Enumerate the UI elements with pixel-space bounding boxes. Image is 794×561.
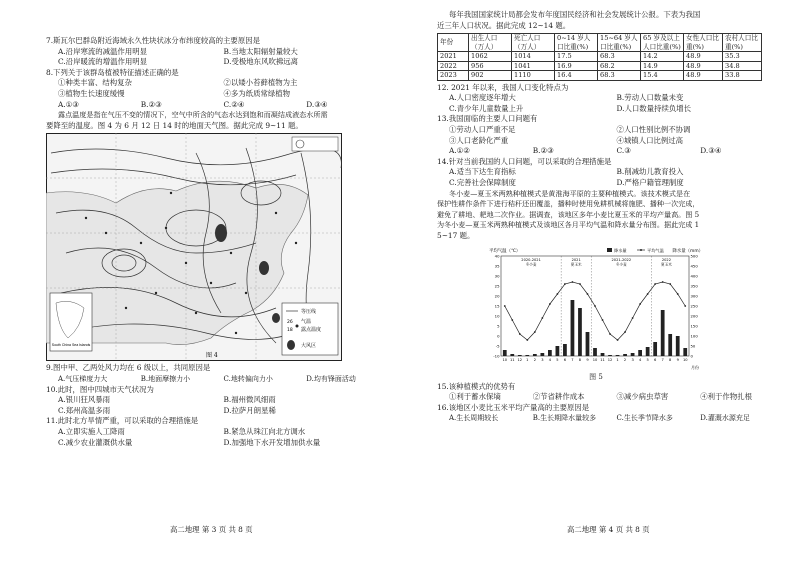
q8-item-1: ①种类丰富、结构复杂 [58, 78, 132, 88]
question-14: 14.针对当前我国的人口问题，可以采取的合理措施是 [437, 156, 612, 166]
table-cell: 35.3 [723, 52, 762, 62]
temperature-point [624, 331, 626, 333]
q16-option-c[interactable]: C.生长季节降水多 [616, 414, 673, 423]
month-tick-label: 1 [616, 357, 619, 362]
inset-label: South China Sea Islands [51, 343, 91, 348]
q15-option-1[interactable]: ①利于蓄水保墒 [449, 392, 501, 402]
legend-strong-wind: 大风区 [301, 343, 317, 350]
month-unit: 月份 [691, 364, 699, 370]
temperature-point [609, 333, 611, 335]
month-tick-label: 10 [502, 357, 508, 362]
month-tick-label: 2 [623, 357, 627, 362]
left-tick-label: 0 [497, 332, 500, 338]
q11-option-d[interactable]: D.加强地下水开发增加供水量 [223, 437, 321, 447]
q14-option-a[interactable]: A.适当下达生育指标 [449, 167, 516, 177]
intro-planting-2: 保护性耕作条件下进行秸秆还田覆盖，播种时使用免耕机械将施肥、播种一次完成， [437, 199, 700, 209]
temperature-point [669, 283, 671, 285]
right-tick-label: 400 [690, 272, 698, 278]
temperature-point [684, 305, 686, 307]
question-8: 8.下列关于该群岛植被特征描述正确的是 [46, 67, 179, 77]
table-header: 出生人口（万人） [469, 34, 512, 52]
table-cell: 68.2 [598, 61, 641, 71]
intro-planting-3: 避免了耕地、耙地二次作业。据调查，该地区多年小麦比夏玉米的平均产量高。图 5 [437, 209, 700, 219]
q11-option-a[interactable]: A.立即实施人工降雨 [58, 426, 125, 436]
right-tick-label: 100 [690, 332, 698, 338]
question-12: 12. 2021 年以来，我国人口变化特点为 [437, 82, 569, 92]
precipitation-bar [608, 355, 612, 356]
question-9: 9.图中甲、乙两处风力均在 6 级以上，共同原因是 [46, 363, 211, 373]
table-cell: 2022 [438, 61, 469, 71]
precipitation-bar [578, 308, 582, 356]
month-tick-label: 2 [533, 357, 536, 362]
table-cell: 14.2 [641, 52, 684, 62]
population-table [437, 33, 762, 81]
q13-option-d[interactable]: D.③④ [700, 146, 722, 156]
page-footer-right: 高二地理 第 4 页 共 8 页 [567, 525, 650, 534]
left-tick-label: 15 [494, 302, 500, 308]
precipitation-bar [653, 342, 657, 356]
table-cell: 902 [469, 71, 512, 81]
temperature-point [504, 305, 506, 307]
precipitation-bar [533, 354, 537, 356]
right-tick-label: 450 [690, 262, 698, 268]
month-tick-label: 10 [682, 357, 688, 362]
precipitation-bar [556, 346, 560, 356]
month-tick-label: 5 [646, 357, 649, 362]
precipitation-bar [616, 355, 620, 356]
q15-option-4[interactable]: ④利于作物扎根 [700, 392, 752, 402]
precipitation-bar [638, 350, 642, 356]
q16-option-a[interactable]: A.生长周期较长 [449, 414, 499, 423]
precipitation-bar [623, 354, 627, 356]
intro-dew-point-2: 要降至的温度。图 4 为 6 月 12 日 14 时的地面天气图。据此完成 9~11 题。 [46, 120, 303, 130]
left-axis-label: 平均气温（℃） [489, 248, 521, 254]
left-tick-label: 20 [494, 292, 500, 298]
table-cell: 16.9 [555, 61, 598, 71]
legend-precip: 降水量 [614, 247, 627, 253]
climate-chart [487, 244, 705, 372]
table-cell: 1110 [512, 71, 555, 81]
right-tick-label: 50 [690, 342, 696, 348]
q8-option-d[interactable]: D.③④ [306, 99, 328, 109]
q13-option-a[interactable]: A.①② [449, 146, 470, 156]
right-tick-label: 150 [690, 322, 698, 328]
table-cell: 1014 [512, 52, 555, 62]
q7-option-d[interactable]: D.受极地东风吹拂远离 [223, 57, 299, 67]
intro-planting-4: 为冬小麦—夏玉米两熟种植模式及该地区各月平均气温和降水量分布图。据此完成 1 [437, 220, 700, 230]
right-tick-label: 200 [690, 312, 698, 318]
q13-item-2: ②人口性别比例不协调 [616, 125, 691, 135]
q7-options [46, 47, 389, 58]
question-15: 15.该种植模式的优势有 [437, 381, 516, 391]
q8-option-b[interactable]: B.②③ [140, 99, 162, 109]
temperature-point [541, 317, 543, 319]
climate-chart-figure [487, 244, 784, 382]
weather-map [46, 133, 342, 361]
period-crop-label: 冬小麦 [615, 262, 627, 267]
intro-planting-1: 冬小麦—夏玉米两熟种植模式是黄淮海平原的主要种植模式。该技术模式是在 [449, 188, 691, 198]
q11-option-b[interactable]: B.紧急从珠江向北方调水 [223, 426, 306, 436]
legend-dew-point: 露点温度 [301, 327, 322, 334]
table-cell: 33.8 [723, 71, 762, 81]
table-header: 0~14 岁人口比重(%) [555, 34, 598, 52]
legend-temp: 平均气温 [647, 247, 664, 253]
right-axis-label: 降水量（mm） [672, 248, 703, 254]
period-label: 2021-2022 [611, 257, 632, 262]
table-header: 年份 [438, 34, 469, 52]
temperature-point [572, 281, 574, 283]
q16-option-b[interactable]: B.生长期降水量较多 [532, 414, 597, 423]
month-tick-label: 12 [517, 357, 523, 362]
intro-planting-5: 5~17 题。 [437, 231, 475, 240]
intro-dew-point-1: 露点温度是指在气压不变的情况下，空气中所含的气态水达到饱和而凝结成液态水所需 [58, 110, 328, 120]
table-cell: 2023 [438, 71, 469, 81]
precipitation-bar [631, 353, 635, 356]
left-tick-label: 25 [494, 282, 500, 288]
page-footer-left: 高二地理 第 3 页 共 8 页 [170, 525, 253, 534]
left-tick-label: -5 [495, 342, 500, 348]
temperature-point [677, 293, 679, 295]
precipitation-bar [571, 300, 575, 356]
period-crop-label: 冬小麦 [525, 262, 537, 267]
q12-option-d[interactable]: D.人口数量持续负增长 [616, 103, 692, 113]
left-tick-label: -10 [493, 352, 500, 358]
q13-option-c[interactable]: C.③ [616, 146, 631, 156]
month-tick-label: 3 [631, 357, 634, 362]
intro-population-2: 近三年人口状况。据此完成 12~14 题。 [437, 20, 571, 30]
table-cell: 15.4 [641, 71, 684, 81]
table-header: 死亡人口（万人） [512, 34, 555, 52]
q10-option-b[interactable]: B.福州微风细雨 [223, 395, 276, 405]
q15-option-2[interactable]: ②节省耕作成本 [532, 392, 585, 402]
precipitation-bar [503, 350, 507, 356]
precipitation-bar [668, 334, 672, 356]
table-cell: 956 [469, 61, 512, 71]
q13-item-4: ④城镇人口比例过高 [616, 135, 684, 145]
question-13: 13.我国面临的主要人口问题有 [437, 114, 538, 124]
precipitation-bar [540, 353, 544, 356]
right-tick-label: 250 [690, 302, 698, 308]
month-tick-label: 11 [600, 357, 605, 362]
table-cell: 1041 [512, 61, 555, 71]
temperature-point [639, 303, 641, 305]
temperature-point [579, 283, 581, 285]
legend-dew-sample: 18 [287, 328, 293, 334]
table-cell: 48.9 [684, 52, 723, 62]
q16-option-d[interactable]: D.灌溉水源充足 [700, 414, 750, 423]
temperature-point [632, 317, 634, 319]
table-row [438, 61, 762, 71]
period-label: 2022 [661, 257, 672, 262]
q8-option-a[interactable]: A.①③ [58, 99, 79, 109]
q14-option-c[interactable]: C.完善社会保障制度 [449, 178, 516, 188]
temperature-point [549, 303, 551, 305]
month-tick-label: 1 [526, 357, 529, 362]
temperature-point [602, 319, 604, 321]
question-7: 7.斯瓦尔巴群岛附近海域永久性块状冰分布纬度较高的主要原因是 [46, 36, 260, 45]
q13-option-b[interactable]: B.②③ [532, 146, 554, 156]
precipitation-bar [646, 347, 650, 356]
table-cell: 34.8 [723, 61, 762, 71]
precipitation-bar [518, 355, 522, 356]
q12-option-c[interactable]: C.青少年儿童数量上升 [449, 103, 524, 113]
month-tick-label: 9 [676, 357, 679, 362]
temperature-point [587, 293, 589, 295]
table-cell: 48.9 [684, 61, 723, 71]
legend-temp-sample: 26 [287, 320, 293, 326]
precipitation-bar [525, 355, 529, 356]
month-tick-label: 4 [548, 357, 552, 362]
q13-item-1: ①劳动人口严重不足 [449, 125, 516, 135]
left-tick-label: 35 [494, 262, 500, 268]
table-cell: 16.4 [555, 71, 598, 81]
table-cell: 68.3 [598, 52, 641, 62]
q9-option-a[interactable]: A.气压梯度力大 [58, 374, 108, 383]
table-cell: 2021 [438, 52, 469, 62]
precipitation-bar [661, 310, 665, 356]
temperature-point [534, 331, 536, 333]
precipitation-bar [676, 336, 680, 356]
precipitation-bar [601, 353, 605, 356]
q7-option-b[interactable]: B.当地太阳辐射量较大 [223, 46, 298, 56]
q12-option-a[interactable]: A.人口密度逐年增大 [449, 93, 516, 103]
period-label: 2021 [571, 257, 581, 262]
q8-item-3: ③植物生长速度缓慢 [58, 88, 125, 98]
month-tick-label: 3 [541, 357, 544, 362]
q15-option-3[interactable]: ③减少病虫草害 [616, 392, 669, 402]
table-cell: 17.5 [555, 52, 598, 62]
temperature-point [526, 339, 528, 341]
page-4 [397, 0, 794, 561]
temperature-point [662, 281, 664, 283]
precipitation-bar [510, 354, 514, 356]
temperature-point [564, 283, 566, 285]
period-crop-label: 夏玉米 [570, 262, 582, 267]
question-16: 16.该地区小麦比玉米平均产量高的主要原因是 [437, 402, 590, 412]
month-tick-label: 7 [661, 357, 664, 362]
table-header-row [438, 34, 762, 52]
q13-item-3: ③人口老龄化严重 [449, 135, 509, 145]
left-tick-label: 10 [494, 312, 500, 318]
month-tick-label: 10 [592, 357, 598, 362]
q8-item-4: ④多为纸质常绿植物 [223, 88, 291, 98]
legend-temperature: 气温 [301, 319, 312, 326]
month-tick-label: 12 [607, 357, 613, 362]
q9-option-b[interactable]: B.地面摩擦力小 [140, 374, 191, 383]
right-tick-label: 0 [690, 352, 693, 358]
month-tick-label: 5 [556, 357, 559, 362]
q11-option-c[interactable]: C.减少农业灌溉供水量 [58, 437, 133, 447]
month-tick-label: 6 [654, 357, 657, 362]
month-tick-label: 7 [571, 357, 574, 362]
month-tick-label: 9 [586, 357, 589, 362]
period-label: 2020-2021 [521, 257, 541, 262]
q12-option-b[interactable]: B.劳动人口数量未变 [616, 93, 684, 103]
table-header: 65 岁及以上人口比重(%) [641, 34, 684, 52]
q7-option-c[interactable]: C.沿岸暖流的增温作用明显 [58, 57, 148, 67]
temperature-point [557, 293, 559, 295]
month-tick-label: 6 [563, 357, 567, 362]
left-tick-label: 30 [494, 272, 500, 278]
chart-caption: 图 5 [589, 372, 603, 381]
right-tick-label: 300 [690, 292, 698, 298]
q9-option-d[interactable]: D.均有锋面活动 [306, 374, 356, 383]
temperature-point [594, 305, 596, 307]
intro-population-1: 每年我国国家统计局都会发布年度国民经济和社会发展统计公报。下表为我国 [449, 10, 701, 19]
table-header: 女性人口比重(%) [684, 34, 723, 52]
precipitation-bar [548, 350, 552, 356]
month-tick-label: 8 [578, 357, 582, 362]
precipitation-bar [586, 332, 590, 356]
table-cell: 68.3 [598, 71, 641, 81]
table-header: 农村人口比重(%) [723, 34, 762, 52]
q8-option-c[interactable]: C.②④ [223, 99, 245, 109]
table-cell: 48.9 [684, 71, 723, 81]
temperature-point [617, 339, 619, 341]
period-crop-label: 夏玉米 [661, 262, 672, 267]
month-tick-label: 8 [669, 357, 672, 362]
table-row [438, 71, 762, 81]
q9-option-c[interactable]: C.地转偏向力小 [223, 374, 273, 383]
q14-option-b[interactable]: B.削减幼儿教育投入 [616, 167, 684, 177]
table-row [438, 52, 762, 62]
temperature-point [511, 319, 513, 321]
right-tick-label: 500 [690, 252, 698, 258]
right-tick-label: 350 [690, 282, 698, 288]
legend-isobar: 等压线 [301, 309, 317, 316]
q7-option-a[interactable]: A.沿岸寒流的减温作用明显 [58, 46, 147, 56]
question-11: 11.此时北方旱情严重，可以采取的合理措施是 [46, 416, 199, 426]
precipitation-bar [683, 348, 687, 356]
month-tick-label: 4 [638, 357, 642, 362]
q10-option-c[interactable]: C.郑州高温多雨 [58, 405, 111, 415]
precipitation-bar [563, 344, 567, 356]
left-tick-label: 5 [497, 322, 500, 328]
temperature-point [647, 293, 649, 295]
temperature-point [654, 283, 656, 285]
question-10: 10.此时，图中四城市天气状况为 [46, 384, 154, 394]
table-cell: 1062 [469, 52, 512, 62]
weather-map-figure [46, 133, 342, 361]
table-cell: 14.9 [641, 61, 684, 71]
q8-item-2: ②以矮小苔藓植物为主 [223, 78, 298, 88]
q10-option-a[interactable]: A.银川狂风暴雨 [58, 395, 111, 405]
q14-option-d[interactable]: D.严格户籍管理制度 [616, 178, 684, 188]
map-caption: 图 4 [206, 352, 218, 360]
q10-option-d[interactable]: D.拉萨月朗星稀 [223, 405, 276, 415]
month-tick-label: 11 [509, 357, 515, 362]
table-header: 15~64 岁人口比重(%) [598, 34, 641, 52]
temperature-point [519, 333, 521, 335]
precipitation-bar [593, 348, 597, 356]
left-tick-label: 40 [494, 252, 500, 258]
